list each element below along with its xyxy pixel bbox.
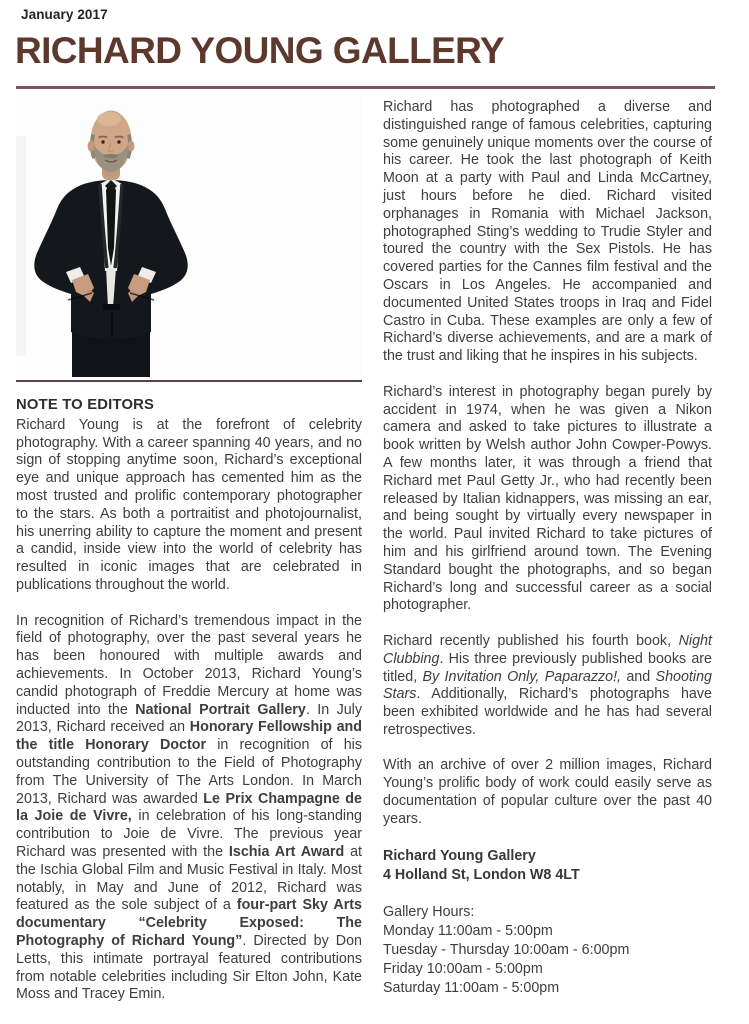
date-label: January 2017 <box>21 7 108 22</box>
portrait-photo <box>16 96 362 377</box>
paragraph-books: Richard recently published his fourth book, Night Clubbing. His three previously published books are titled, By Invitation Only, Paparazzo!, and Shooting Stars. Additionally, Richard’s photographs have been exhibited worldwide and he has had several retrospectives. <box>383 632 712 738</box>
paragraph-celebrities: Richard has photographed a diverse and distinguished range of famous celebrities, capturing some genuinely unique moments over the course of his career. He took the last photograph of Keith Moon at a party with Paul and Linda McCartney, just hours before he died. Richard visited orphanages in Romania with Michael Jackson, photographed Sting’s wedding to Trudie Styler and toured the country with the Sex Pistols. He has covered parties for the Cannes film festival and the Oscars in Los Angeles. He accompanied and documented United States troops in Iraq and Fidel Castro in Cuba. These examples are only a few of Richard’s diverse achievements, and are a mark of the trust and liking that he inspires in his subjects. <box>383 99 712 365</box>
gallery-hours-saturday: Saturday 11:00am - 5:00pm <box>383 979 560 996</box>
paragraph-career-origin: Richard’s interest in photography began purely by accident in 1974, when he was given a Nikon camera and asked to take pictures to illustrate a book written by Welsh author John Cowper-Powys. A few months later, it was through a friend that Richard met Paul Getty Jr., who had recently been released by Italian kidnappers, was missing an ear, and being sought by virtually every newspaper in the world. Paul invited Richard to take pictures of him and his girlfriend around town. The Evening Standard bought the photographs, and so began Richard’s long and successful career as a social photographer. <box>383 383 712 614</box>
gallery-hours-heading: Gallery Hours: <box>383 903 475 920</box>
paragraph-archive: With an archive of over 2 million images, Richard Young’s prolific body of work could easily serve as documentation of popular culture over the past 40 years. <box>383 757 712 827</box>
gallery-street-address: 4 Holland St, London W8 4LT <box>383 866 580 883</box>
gallery-hours-friday: Friday 10:00am - 5:00pm <box>383 960 543 977</box>
note-to-editors-heading: NOTE TO EDITORS <box>16 397 155 413</box>
gallery-address-block <box>383 847 712 885</box>
header-divider <box>16 86 715 89</box>
richard-young-portrait-illustration <box>16 96 362 377</box>
gallery-hours-monday: Monday 11:00am - 5:00pm <box>383 922 553 939</box>
paragraph-bio-intro: Richard Young is at the forefront of celebrity photography. With a career spanning 40 years, and no sign of stopping anytime soon, Richard’s exceptional eye and unique approach has cemented him as the most trusted and prolific contemporary photographer to the stars. As both a portraitist and photojournalist, his unerring ability to capture the moment and present a candid, inside view into the world of celebrity has resulted in iconic images that are celebrated in publications throughout the world. <box>16 416 362 593</box>
right-column <box>383 96 712 998</box>
photo-divider <box>16 380 362 382</box>
paragraph-awards: In recognition of Richard’s tremendous impact in the field of photography, over the past several years he has been honoured with multiple awards and achievements. In October 2013, Richard Young’s candid photograph of Freddie Mercury at home was inducted into the National Portrait Gallery. In July 2013, Richard received an Honorary Fellowship and the title Honorary Doctor in recognition of his outstanding contribution to the Field of Photography from The University of The Arts London. In March 2013, Richard was awarded Le Prix Champagne de la Joie de Vivre, in celebration of his long-standing contribution to Joie de Vivre. The previous year Richard was presented with the Ischia Art Award at the Ischia Global Film and Music Festival in Italy. Most notably, in May and June of 2012, Richard was featured as the sole subject of a four-part Sky Arts documentary “Celebrity Exposed: The Photography of Richard Young”. Directed by Don Letts, this intimate portrayal featured contributions from notable celebrities including Sir Elton John, Kate Moss and Tracey Emin. <box>16 612 363 1003</box>
gallery-name: Richard Young Gallery <box>383 847 536 864</box>
left-column <box>16 96 362 1004</box>
gallery-hours-tue-thu: Tuesday - Thursday 10:00am - 6:00pm <box>383 941 630 958</box>
page-title: RICHARD YOUNG GALLERY <box>15 30 504 71</box>
gallery-hours-block <box>383 903 712 998</box>
